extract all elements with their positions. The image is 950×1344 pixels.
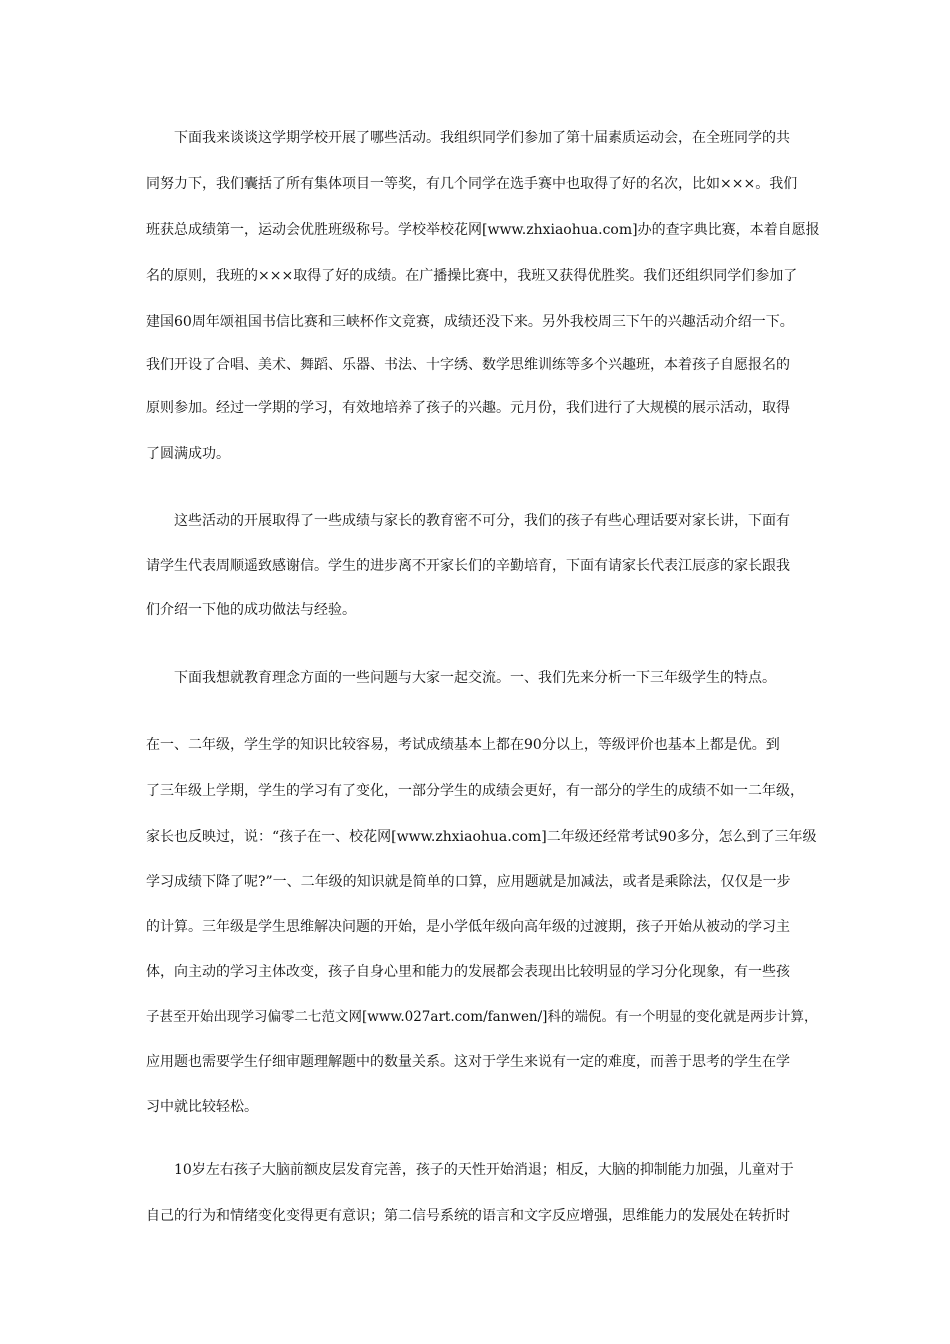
paragraph-1-line-4: 名的原则，我班的×××取得了好的成绩。在广播操比赛中，我班又获得优胜奖。我们还组织同学们参加了 bbox=[146, 268, 798, 284]
paragraph-1-line-5: 建国60周年颂祖国书信比赛和三峡杯作文竞赛，成绩还没下来。另外我校周三下午的兴趣活动介绍一下。 bbox=[146, 314, 794, 330]
paragraph-3-line-1: 下面我想就教育理念方面的一些问题与大家一起交流。一、我们先来分析一下三年级学生的特点。 bbox=[174, 670, 776, 686]
paragraph-1-line-6: 我们开设了合唱、美术、舞蹈、乐器、书法、十字绣、数学思维训练等多个兴趣班，本着孩子自愿报名的 bbox=[146, 357, 790, 373]
paragraph-4-line-4: 学习成绩下降了呢?”一、二年级的知识就是简单的口算，应用题就是加减法，或者是乘除法，仅仅是一步 bbox=[146, 874, 791, 890]
paragraph-4-line-8: 应用题也需要学生仔细审题理解题中的数量关系。这对于学生来说有一定的难度，而善于思考的学生在学 bbox=[146, 1054, 790, 1070]
paragraph-4-line-5: 的计算。三年级是学生思维解决问题的开始，是小学低年级向高年级的过渡期，孩子开始从被动的学习主 bbox=[146, 919, 790, 935]
paragraph-1-line-7: 原则参加。经过一学期的学习，有效地培养了孩子的兴趣。元月份，我们进行了大规模的展示活动，取得 bbox=[146, 400, 790, 416]
paragraph-4-line-3: 家长也反映过，说：“孩子在一、校花网[www.zhxiaohua.com]二年级还经常考试90多分，怎么到了三年级 bbox=[146, 829, 817, 845]
paragraph-1-line-1: 下面我来谈谈这学期学校开展了哪些活动。我组织同学们参加了第十届素质运动会，在全班同学的共 bbox=[174, 130, 790, 146]
paragraph-4-line-6: 体，向主动的学习主体改变，孩子自身心里和能力的发展都会表现出比较明显的学习分化现象，有一些孩 bbox=[146, 964, 790, 980]
paragraph-1-line-2: 同努力下，我们囊括了所有集体项目一等奖，有几个同学在选手赛中也取得了好的名次，比如×××。我们 bbox=[146, 176, 798, 192]
paragraph-1-line-8: 了圆满成功。 bbox=[146, 446, 230, 462]
paragraph-4-line-2: 了三年级上学期，学生的学习有了变化，一部分学生的成绩会更好，有一部分的学生的成绩不如一二年级， bbox=[146, 783, 804, 799]
paragraph-5-line-1: 10岁左右孩子大脑前额皮层发育完善，孩子的天性开始消退；相反，大脑的抑制能力加强，儿童对于 bbox=[174, 1162, 794, 1178]
paragraph-2-line-3: 们介绍一下他的成功做法与经验。 bbox=[146, 602, 356, 618]
paragraph-5-line-2: 自己的行为和情绪变化变得更有意识；第二信号系统的语言和文字反应增强，思维能力的发展处在转折时 bbox=[146, 1208, 790, 1224]
paragraph-2-line-2: 请学生代表周顺遥致感谢信。学生的进步离不开家长们的辛勤培育，下面有请家长代表江辰彦的家长跟我 bbox=[146, 558, 790, 574]
paragraph-1-line-3: 班获总成绩第一，运动会优胜班级称号。学校举校花网[www.zhxiaohua.com]办的查字典比赛，本着自愿报 bbox=[146, 222, 820, 238]
paragraph-2-line-1: 这些活动的开展取得了一些成绩与家长的教育密不可分，我们的孩子有些心理话要对家长讲，下面有 bbox=[174, 513, 790, 529]
paragraph-4-line-1: 在一、二年级，学生学的知识比较容易，考试成绩基本上都在90分以上，等级评价也基本上都是优。到 bbox=[146, 737, 780, 753]
paragraph-4-line-7: 子甚至开始出现学习偏零二七范文网[www.027art.com/fanwen/]科的端倪。有一个明显的变化就是两步计算， bbox=[146, 1009, 818, 1025]
paragraph-4-line-9: 习中就比较轻松。 bbox=[146, 1099, 258, 1115]
